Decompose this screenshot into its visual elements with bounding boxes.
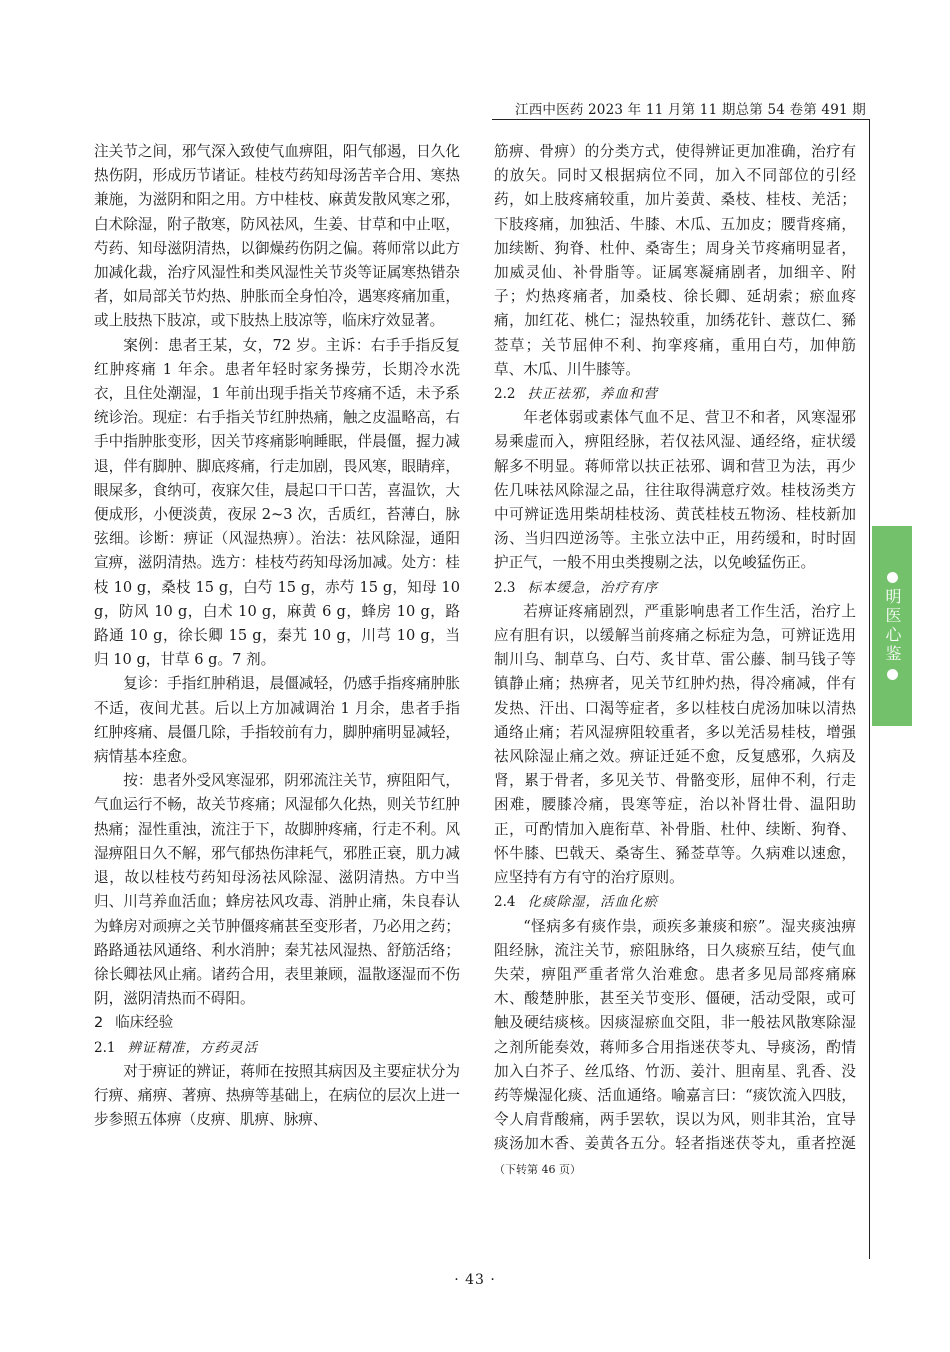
- paragraph: 对于痹证的辨证，蒋师在按照其病因及主要症状分为行痹、痛痹、著痹、热痹等基础上，在病位的层次上进一步参照五体痹（皮痹、肌痹、脉痹、: [94, 1062, 460, 1129]
- margin-vertical-rule: [869, 119, 870, 1259]
- subsection-number: 2.1: [94, 1039, 116, 1056]
- paragraph: 注关节之间，邪气深入致使气血痹阻，阳气郁遏，日久化热伤阴，形成历节诸证。桂枝芍药知母汤苦辛合用、寒热兼施，为滋阴和阳之用。方中桂枝、麻黄发散风寒之邪，白术除湿，附子散寒，防风祛风，生姜、甘草和中止呕，芍药、知母滋阴清热，以御燥药伤阴之偏。蒋师常以此方加减化裁，治疗风湿性和类风湿性关节炎等证属寒热错杂者，如局部关节灼热、肿胀而全身怕冷，遇寒疼痛加重，或上肢热下肢凉，或下肢热上肢凉等，临床疗效显著。: [94, 143, 460, 330]
- continued-note: （下转第 46 页）: [494, 1162, 581, 1176]
- subsection-title: 化痰除湿，活血化瘀: [527, 894, 658, 911]
- paragraph: 若痹证疼痛剧烈，严重影响患者工作生活，治疗上应有胆有识，以缓解当前疼痛之标症为急，可辨证选用制川乌、制草乌、白芍、炙甘草、雷公藤、制马钱子等镇静止痛；热痹者，见关节红肿灼热，得冷痛减，伴有发热、汗出、口渴等症者，多以桂枝白虎汤加味以清热通络止痛；若风湿痹阻较重者，多以羌活易桂枝，增强祛风除湿止痛之效。痹证迁延不愈，反复感邪，久病及肾，累于骨者，多见关节、骨骼变形，屈伸不利，行走困难，腰膝冷痛，畏寒等症，治以补肾壮骨、温阳助正，可酌情加入鹿衔草、补骨脂、杜仲、续断、狗脊、怀牛膝、巴戟天、桑寄生、豨莶草等。久病难以速愈，应坚持有方有守的治疗原则。: [494, 602, 856, 887]
- paragraph: 案例：患者王某，女，72 岁。主诉：右手手指反复红肿疼痛 1 年余。患者年轻时家务操劳，长期冷水洗衣，且住处潮湿，1 年前出现手指关节疼痛不适，未予系统诊治。现症：右手指关节红肿热痛，触之皮温略高，右手中指肿胀变形，因关节疼痛影响睡眠，伴晨僵，握力减退，伴有脚肿、脚底疼痛，行走加剧，畏风寒，眼睛痒，眼屎多，食纳可，夜寐欠佳，晨起口干口苦，喜温饮，大便成形，小便淡黄，夜尿 2~3 次，舌质红，苔薄白，脉弦细。诊断：痹证（风湿热痹）。治法：祛风除湿，通阳宣痹，滋阴清热。选方：桂枝芍药知母汤加减。处方：桂枝 10 g，桑枝 15 g，白芍 15 g，赤芍 15 g，知母 10 g，防风 10 g，白术 10 g，麻黄 6 g，蜂房 10 g，路路通 10 g，徐长卿 15 g，秦艽 10 g，川芎 10 g，当归 10 g，甘草 6 g。7 剂。: [94, 336, 460, 669]
- paragraph: 按：患者外受风寒湿邪，阴邪流注关节，痹阻阳气，气血运行不畅，故关节疼痛；风湿郁久化热，则关节红肿热痛；湿性重浊，流注于下，故脚肿疼痛，行走不利。风湿痹阻日久不解，邪气郁热伤津耗气，邪胜正衰，肌力减退，故以桂枝芍药知母汤祛风除湿、滋阴清热。方中当归、川芎养血活血；蜂房祛风攻毒、消肿止痛，朱良春认为蜂房对顽痹之关节肿僵疼痛甚至变形者，乃必用之药；路路通祛风通络、利水消肿；秦艽祛风湿热、舒筋活络；徐长卿祛风止痛。诸药合用，表里兼顾，温散逐湿而不伤阴，滋阴清热而不碍阳。: [94, 772, 460, 1008]
- running-header: 江西中医药 2023 年 11 月第 11 期总第 54 卷第 491 期: [515, 102, 866, 118]
- left-column: [94, 140, 460, 1132]
- tab-dot-icon: [887, 572, 898, 583]
- subsection-title: 扶正祛邪，养血和营: [527, 386, 658, 403]
- subsection-heading: [94, 1036, 460, 1060]
- right-column: [494, 140, 856, 1182]
- paragraph: [494, 915, 856, 1182]
- subsection-number: 2.2: [494, 386, 516, 403]
- subsection-heading: [494, 576, 856, 600]
- tab-dot-icon: [887, 669, 898, 680]
- section-title: 临床经验: [115, 1015, 174, 1032]
- subsection-number: 2.4: [494, 894, 516, 911]
- header-rule: [492, 119, 870, 120]
- subsection-title: 辨证精准，方药灵活: [127, 1039, 258, 1056]
- subsection-heading: [494, 382, 856, 406]
- subsection-heading: [494, 890, 856, 914]
- section-heading: [94, 1011, 460, 1035]
- paragraph: 年老体弱或素体气血不足、营卫不和者，风寒湿邪易乘虚而入，痹阻经脉，若仅祛风湿、通经络，症状缓解多不明显。蒋师常以扶正祛邪、调和营卫为法，再少佐几味祛风除湿之品，往往取得满意疗效。桂枝汤类方中可辨证选用柴胡桂枝汤、黄芪桂枝五物汤、桂枝新加汤、当归四逆汤等。主张立法中正，用药缓和，时时固护正气，一般不用虫类搜剔之法，以免峻猛伤正。: [494, 409, 856, 572]
- page-number: · 43 ·: [454, 1272, 496, 1288]
- side-tab-label: 明医心鉴: [883, 588, 902, 664]
- paragraph: 筋痹、骨痹）的分类方式，使得辨证更加准确，治疗有的放矢。同时又根据病位不同，加入不同部位的引经药，如上肢疼痛较重，加片姜黄、桑枝、桂枝、羌活；下肢疼痛，加独活、牛膝、木瓜、五加皮；腰背疼痛，加续断、狗脊、杜仲、桑寄生；周身关节疼痛明显者，加威灵仙、补骨脂等。证属寒凝痛剧者，加细辛、附子；灼热疼痛者，加桑枝、徐长卿、延胡索；瘀血疼痛，加红花、桃仁；湿热较重，加绣花针、薏苡仁、豨莶草；关节屈伸不利、拘挛疼痛，重用白芍，加伸筋草、木瓜、川牛膝等。: [494, 143, 856, 378]
- section-side-tab: [872, 526, 912, 726]
- paragraph: 复诊：手指红肿稍退，晨僵减轻，仍感手指疼痛肿胀不适，夜间尤甚。后以上方加减调治 1 月余，患者手指红肿疼痛、晨僵几除，手指较前有力，脚肿痛明显减轻，病情基本痊愈。: [94, 675, 460, 766]
- subsection-number: 2.3: [494, 579, 516, 596]
- paragraph-text: “怪病多有痰作祟，顽疾多兼痰和瘀”。湿夹痰浊痹阻经脉，流注关节，瘀阻脉络，日久痰瘀互结，使气血失荣，痹阻严重者常久治难愈。患者多见局部疼痛麻木、酸楚肿胀，甚至关节变形、僵硬，活动受限，或可触及硬结痰核。因痰湿瘀血交阻，非一般祛风散寒除湿之剂所能奏效，蒋师多合用指迷茯苓丸、导痰汤，酌情加入白芥子、丝瓜络、竹沥、姜汁、胆南星、乳香、没药等燥湿化痰、活血通络。喻嘉言曰：“痰饮流入四肢，令人肩背酸痛，两手罢软，误以为风，则非其治，宜导痰汤加木香、姜黄各五分。轻者指迷茯苓丸，重者控涎: [494, 917, 856, 1153]
- section-number: 2: [94, 1015, 104, 1032]
- subsection-title: 标本缓急，治疗有序: [527, 579, 658, 596]
